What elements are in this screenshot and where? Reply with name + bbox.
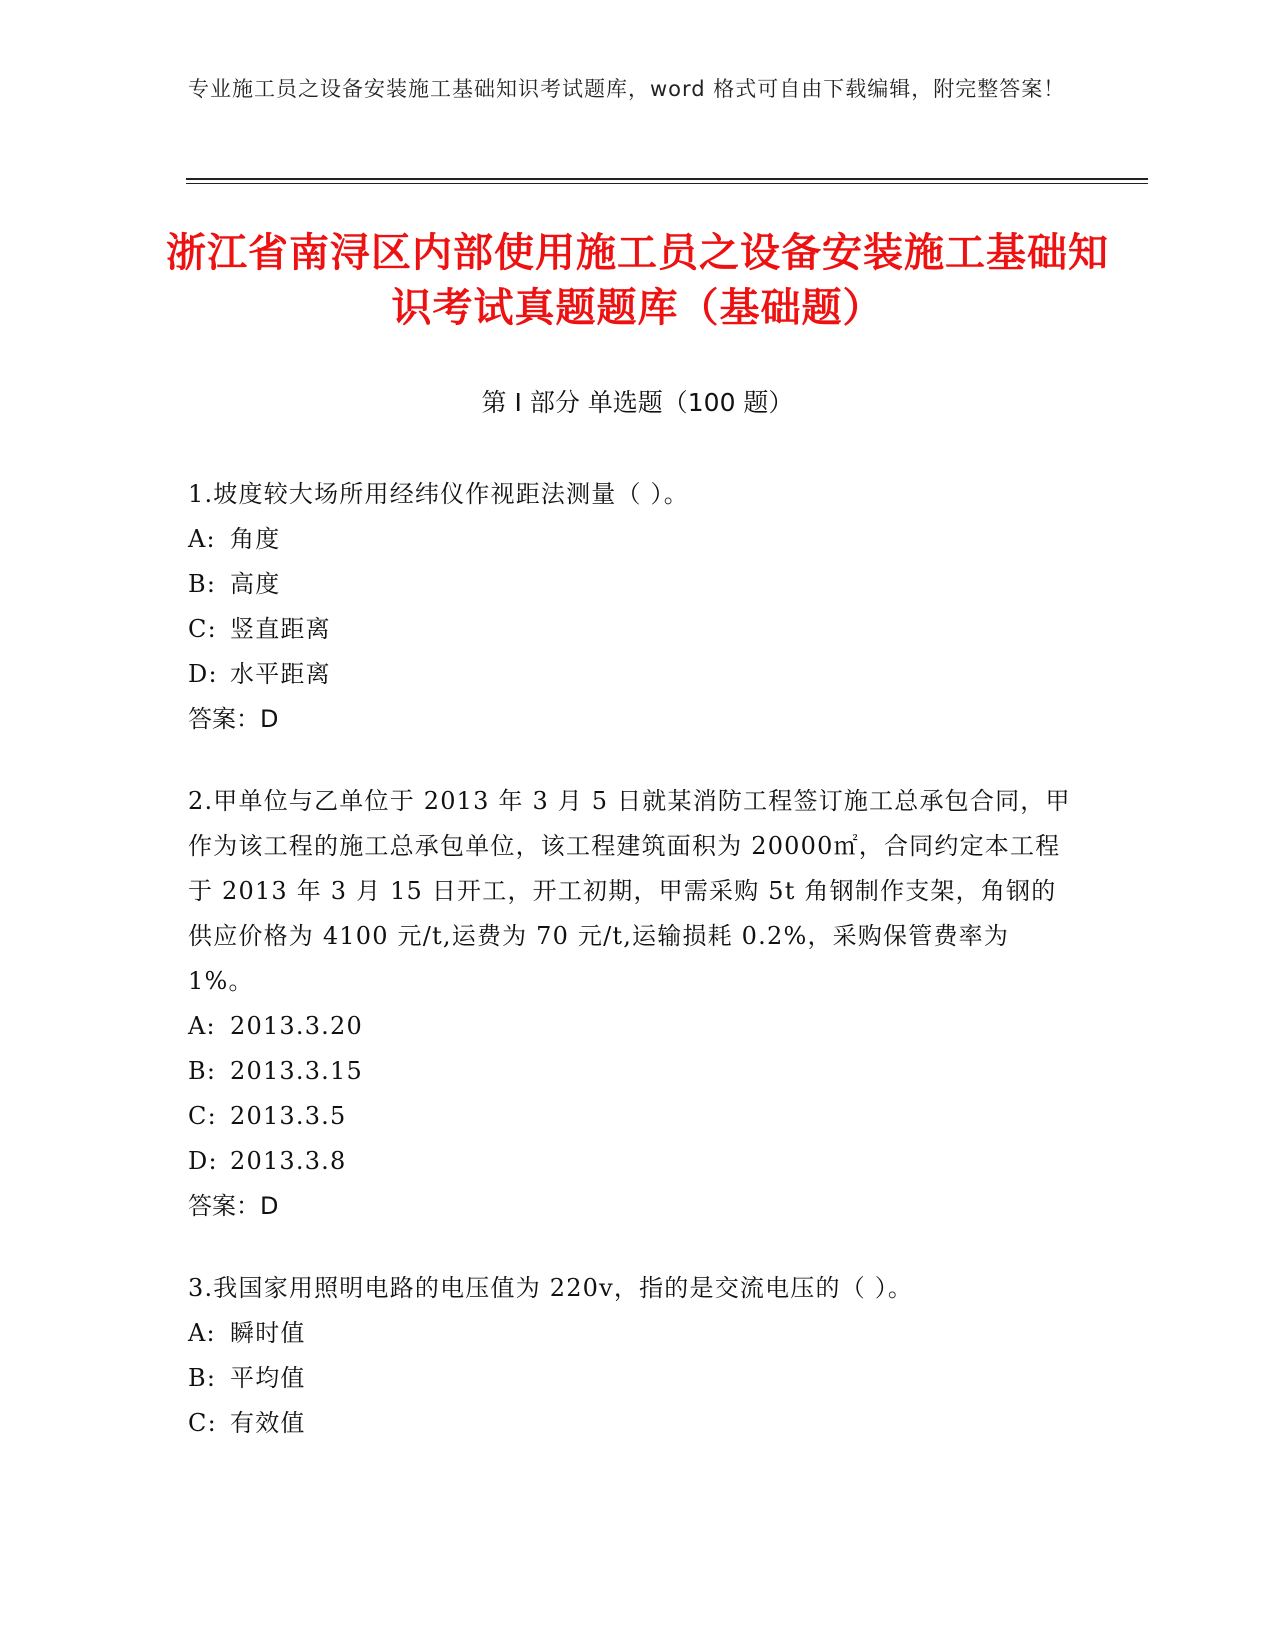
option-text: 2013.3.20 [230,1012,363,1040]
option-key: B: [188,1057,217,1085]
option-text: 2013.3.15 [230,1057,363,1085]
option-b [188,1049,1078,1094]
option-d [188,652,1078,697]
question-3 [188,1266,1078,1446]
option-text: 水平距离 [230,660,331,688]
option-text: 高度 [230,570,281,598]
option-c [188,1401,1078,1446]
option-text: 2013.3.5 [230,1102,347,1130]
option-key: C: [188,1409,217,1437]
option-text: 有效值 [230,1409,306,1437]
option-text: 平均值 [230,1364,306,1392]
question-stem: 3.我国家用照明电路的电压值为 220v，指的是交流电压的（ ）。 [188,1274,914,1302]
option-key: A: [188,1319,216,1347]
option-key: A: [188,525,216,553]
question-2 [188,779,1078,1229]
header-divider-thick [186,178,1148,180]
option-b [188,1356,1078,1401]
option-key: B: [188,570,217,598]
option-text: 2013.3.8 [230,1147,347,1175]
option-c [188,1094,1078,1139]
option-a [188,1004,1078,1049]
option-key: B: [188,1364,217,1392]
option-text: 瞬时值 [230,1319,306,1347]
option-key: C: [188,1102,217,1130]
document-title: 浙江省南浔区内部使用施工员之设备安装施工基础知识考试真题题库（基础题） [166,230,1109,331]
option-key: D: [188,660,218,688]
header-note: 专业施工员之设备安装施工基础知识考试题库，word 格式可自由下载编辑，附完整答案！ [188,77,1066,101]
question-stem: 2.甲单位与乙单位于 2013 年 3 月 5 日就某消防工程签订施工总承包合同，甲作为该工程的施工总承包单位，该工程建筑面积为 20000㎡，合同约定本工程于 2013 年 3 月 15 日开工，开工初期，甲需采购 5t 角钢制作支架，角钢的供应价格为 4100 元/t,运费为 70 元/t,运输损耗 0.2%，采购保管费率为 1%。 [188,787,1071,995]
question-1 [188,472,1078,742]
option-key: D: [188,1147,218,1175]
question-stem: 1.坡度较大场所用经纬仪作视距法测量（ ）。 [188,480,689,508]
answer-line: 答案：D [188,705,279,733]
option-key: A: [188,1012,216,1040]
option-a [188,1311,1078,1356]
header-divider-thin [186,183,1148,184]
option-key: C: [188,615,217,643]
option-text: 角度 [230,525,281,553]
option-d [188,1139,1078,1184]
option-a [188,517,1078,562]
option-c [188,607,1078,652]
question-list [188,472,1078,1483]
answer-line: 答案：D [188,1192,279,1220]
option-text: 竖直距离 [230,615,331,643]
option-b [188,562,1078,607]
section-title: 第 I 部分 单选题（100 题） [481,388,794,417]
